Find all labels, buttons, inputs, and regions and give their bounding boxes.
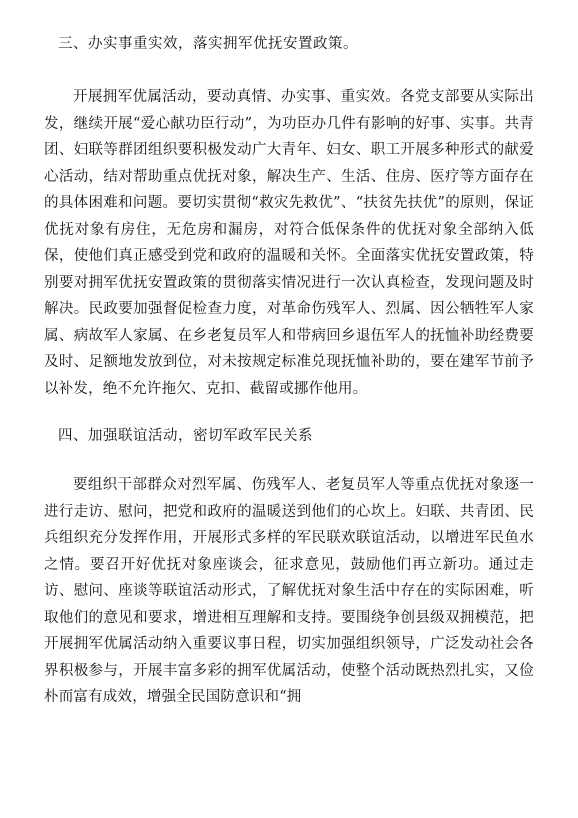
spacer xyxy=(44,402,534,422)
spacer xyxy=(44,450,534,472)
section-paragraph-3: 开展拥军优属活动，要动真情、办实事、重实效。各党支部要从实际出发，继续开展“爱心献功臣行动”，为功臣办几件有影响的好事、实事。共青团、妇联等群团组织要积极发动广大青年、妇女、职工开展多种形式的献爱心活动，结对帮助重点优抚对象，解决生产、生活、住房、医疗等方面存在的具体困难和问题。要切实贯彻“救灾先救优”、“扶贫先扶优”的原则，保证优抚对象有房住，无危房和漏房，对符合低保条件的优抚对象全部纳入低保，使他们真正感受到党和政府的温暖和关怀。全面落实优抚安置政策，特别要对拥军优抚安置政策的贯彻落实情况进行一次认真检查，发现问题及时解决。民政要加强督促检查力度，对革命伤残军人、烈属、因公牺牲军人家属、病故军人家属、在乡老复员军人和带病回乡退伍军人的抚恤补助经费要及时、足额地发放到位，对未按规定标准兑现抚恤补助的，要在建军节前予以补发，绝不允许拖欠、克扣、截留或挪作他用。 xyxy=(44,89,534,397)
section-heading-3: 三、办实事重实效，落实拥军优抚安置政策。 xyxy=(58,36,358,52)
spacer xyxy=(44,58,534,84)
section-paragraph-4: 要组织干部群众对烈军属、伤残军人、老复员军人等重点优抚对象逐一进行走访、慰问，把党和政府的温暖送到他们的心坎上。妇联、共青团、民兵组织充分发挥作用，开展形式多样的军民联欢联谊活动，以增进军民鱼水之情。要召开好优抚对象座谈会，征求意见，鼓励他们再立新功。通过走访、慰问、座谈等联谊活动形式，了解优抚对象生活中存在的实际困难，听取他们的意见和要求，增进相互理解和支持。要围绕争创县级双拥模范，把开展拥军优属活动纳入重要议事日程，切实加强组织领导，广泛发动社会各界积极参与，开展丰富多彩的拥军优属活动，使整个活动既热烈扎实，又俭朴而富有成效，增强全民国防意识和“拥 xyxy=(44,477,534,705)
section-heading-4: 四、加强联谊活动，密切军政军民关系 xyxy=(58,428,313,444)
